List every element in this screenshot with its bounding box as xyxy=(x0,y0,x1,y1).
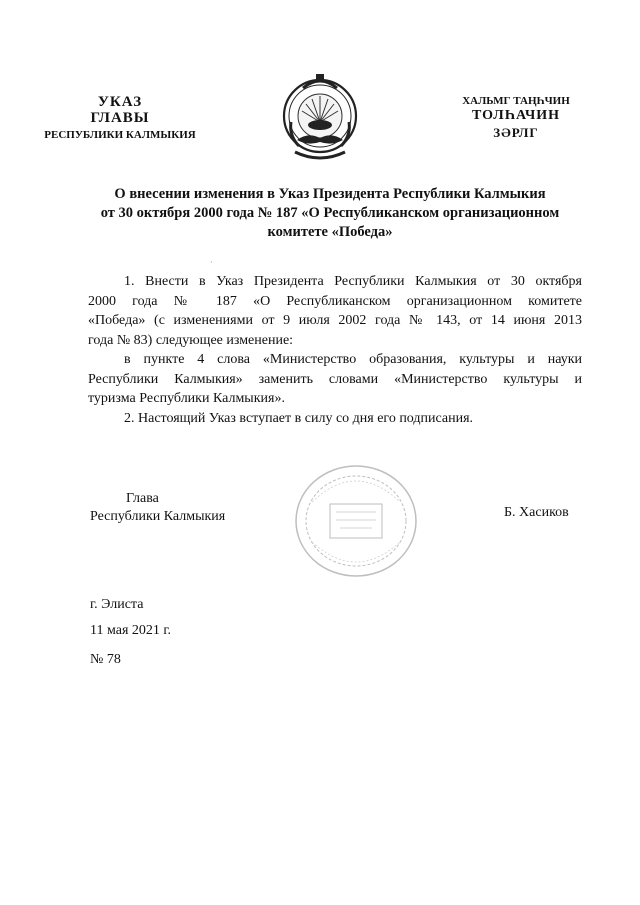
signatory-title-line-2: Республики Калмыкия xyxy=(90,509,226,524)
title-line-2: от 30 октября 2000 года № 187 «О Республиканском организационном xyxy=(100,205,560,221)
p1-line-3: «Победа» (с изменениями от 9 июля 2002 года № 143, от 14 июня 2013 xyxy=(88,313,582,328)
p2-line-2: Республики Калмыкия» заменить словами «Министерство культуры и xyxy=(88,371,582,387)
paragraph-2 xyxy=(88,350,582,409)
header-left-line-1: УКАЗ xyxy=(97,94,143,110)
title-line-1: О внесении изменения в Указ Президента Республики Калмыкия xyxy=(114,186,546,202)
p1-line-2: 2000 года № 187 «О Республиканском организационном комитете xyxy=(88,293,582,309)
official-seal-icon xyxy=(292,462,420,580)
title-line-3: комитете «Победа» xyxy=(267,224,393,240)
signatory-title xyxy=(90,490,225,526)
signatory-title-line-1: Глава xyxy=(126,491,159,506)
header-right-line-2: ТОЛҺАЧИН xyxy=(471,108,561,123)
header-right-line-3: ЗӘРЛГ xyxy=(493,125,539,140)
footer-date: 11 мая 2021 г. xyxy=(90,623,172,638)
decree-title xyxy=(60,185,600,242)
paragraph-3 xyxy=(88,409,582,429)
header-left xyxy=(40,94,200,142)
decree-body xyxy=(88,272,582,428)
signatory-name: Б. Хасиков xyxy=(504,505,569,520)
footer-number: № 78 xyxy=(90,652,121,667)
p3-line-1: 2. Настоящий Указ вступает в силу со дня его подписания. xyxy=(124,410,474,426)
header-right-line-1: ХАЛЬМГ ТАҢҺЧИН xyxy=(462,95,570,107)
scan-mark: · xyxy=(210,258,213,267)
footer-city: г. Элиста xyxy=(90,597,144,612)
p2-line-1: в пункте 4 слова «Министерство образования, культуры и науки xyxy=(124,352,582,367)
header-left-line-3: РЕСПУБЛИКИ КАЛМЫКИЯ xyxy=(44,129,196,141)
p1-line-1: 1. Внести в Указ Президента Республики Калмыкия от 30 октября xyxy=(124,274,582,289)
header-right xyxy=(446,94,586,142)
p1-line-4: года № 83) следующее изменение: xyxy=(88,332,294,348)
kalmykia-emblem-icon xyxy=(281,72,359,162)
header-left-line-2: ГЛАВЫ xyxy=(90,110,150,126)
p2-line-3: туризма Республики Калмыкия». xyxy=(88,391,285,406)
paragraph-1 xyxy=(88,272,582,350)
